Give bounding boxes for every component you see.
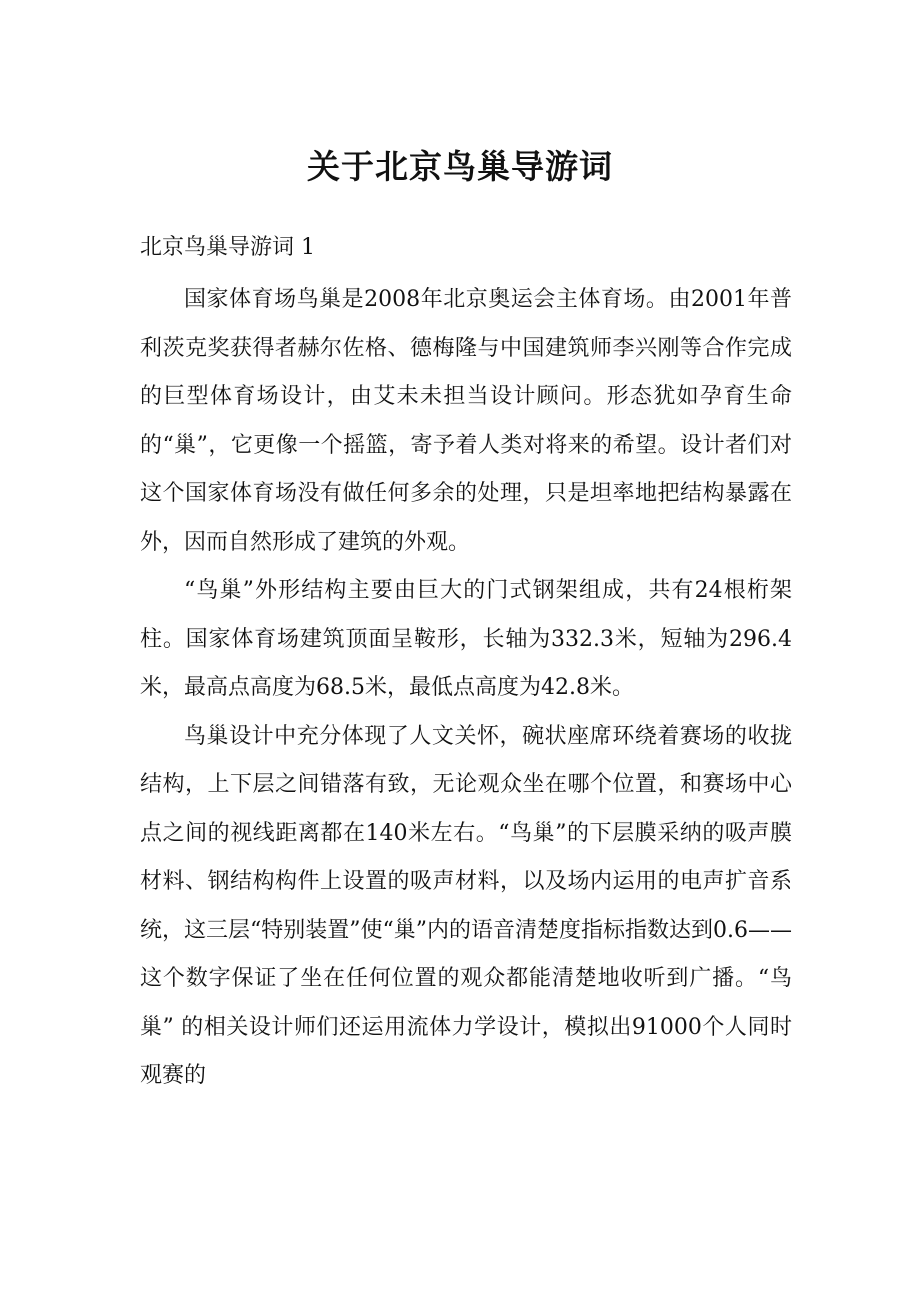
paragraph-1: 国家体育场鸟巢是2008年北京奥运会主体育场。由2001年普利茨克奖获得者赫尔佐格、德梅隆与中国建筑师李兴刚等合作完成的巨型体育场设计，由艾未未担当设计顾问。形态犹如孕育生命的“巢”，它更像一个摇篮，寄予着人类对将来的希望。设计者们对这个国家体育场没有做任何多余的处理，只是坦率地把结构暴露在外，因而自然形成了建筑的外观。 bbox=[140, 287, 792, 555]
paragraph-3: 鸟巢设计中充分体现了人文关怀，碗状座席环绕着赛场的收拢结构，上下层之间错落有致，无论观众坐在哪个位置，和赛场中心点之间的视线距离都在140米左右。“鸟巢”的下层膜采纳的吸声膜材料、钢结构构件上设置的吸声材料，以及场内运用的电声扩音系统，这三层“特别装置”使“巢”内的语音清楚度指标指数达到0.6——这个数字保证了坐在任何位置的观众都能清楚地收听到广播。“鸟巢” 的相关设计师们还运用流体力学设计，模拟出91000个人同时观赛的 bbox=[140, 723, 792, 1088]
document-title: 关于北京鸟巢导游词 bbox=[307, 147, 613, 186]
document-body bbox=[140, 276, 792, 1101]
section-heading: 北京鸟巢导游词 1 bbox=[140, 235, 315, 260]
paragraph-2: “鸟巢”外形结构主要由巨大的门式钢架组成，共有24根桁架柱。国家体育场建筑顶面呈鞍形，长轴为332.3米，短轴为296.4米，最高点高度为68.5米，最低点高度为42.8米。 bbox=[140, 578, 792, 700]
